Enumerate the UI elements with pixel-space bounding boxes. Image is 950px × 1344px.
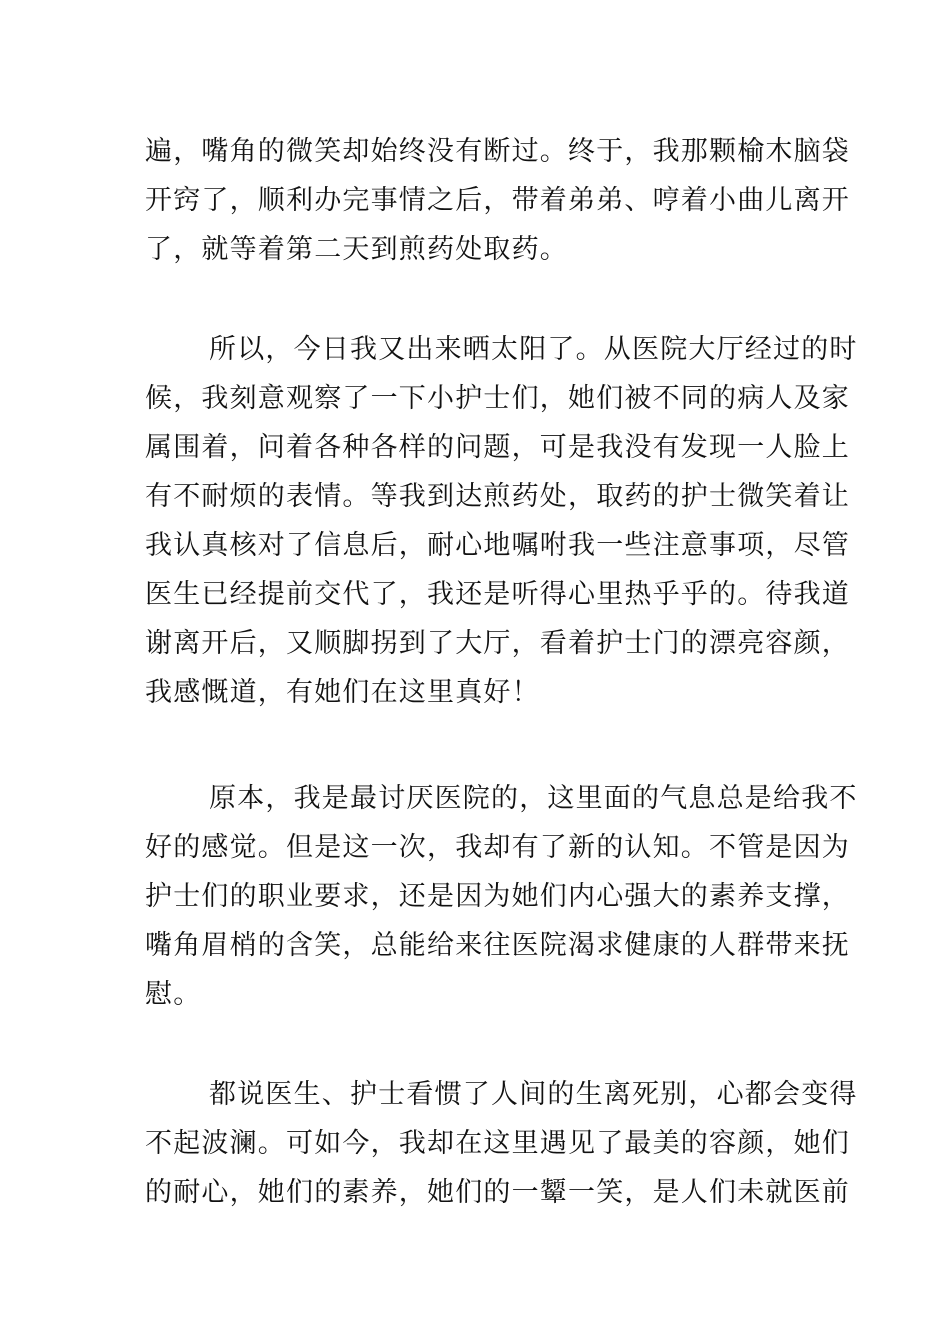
- text-line: 嘴角眉梢的含笑，总能给来往医院渴求健康的人群带来抚: [145, 930, 850, 961]
- text-line: 遍，嘴角的微笑却始终没有断过。终于，我那颗榆木脑袋: [145, 136, 850, 167]
- text-line: 了，就等着第二天到煎药处取药。: [145, 234, 568, 265]
- text-line: 好的感觉。但是这一次，我却有了新的认知。不管是因为: [145, 832, 850, 863]
- paragraph-3: [145, 774, 858, 1019]
- text-line: 原本，我是最讨厌医院的，这里面的气息总是给我不: [209, 783, 858, 814]
- text-line: 医生已经提前交代了，我还是听得心里热乎乎的。待我道: [145, 579, 850, 610]
- text-line: 我认真核对了信息后，耐心地嘱咐我一些注意事项，尽管: [145, 530, 850, 561]
- text-line: 有不耐烦的表情。等我到达煎药处，取药的护士微笑着让: [145, 481, 850, 512]
- text-line: 慰。: [145, 979, 202, 1010]
- text-line: 属围着，问着各种各样的问题，可是我没有发现一人脸上: [145, 432, 850, 463]
- paragraph-1: [145, 127, 850, 274]
- text-line: 谢离开后，又顺脚拐到了大厅，看着护士门的漂亮容颜，: [145, 628, 850, 659]
- text-line: 的耐心，她们的素养，她们的一颦一笑，是人们未就医前: [145, 1177, 850, 1208]
- paragraph-2: [145, 325, 858, 717]
- text-line: 所以，今日我又出来晒太阳了。从医院大厅经过的时: [209, 334, 858, 365]
- text-line: 候，我刻意观察了一下小护士们，她们被不同的病人及家: [145, 383, 850, 414]
- text-line: 护士们的职业要求，还是因为她们内心强大的素养支撑，: [145, 881, 850, 912]
- text-line: 都说医生、护士看惯了人间的生离死别，心都会变得: [209, 1079, 858, 1110]
- paragraph-4: [145, 1070, 858, 1217]
- text-line: 我感慨道，有她们在这里真好！: [145, 677, 540, 708]
- text-line: 不起波澜。可如今，我却在这里遇见了最美的容颜，她们: [145, 1128, 850, 1159]
- text-line: 开窍了，顺利办完事情之后，带着弟弟、哼着小曲儿离开: [145, 185, 850, 216]
